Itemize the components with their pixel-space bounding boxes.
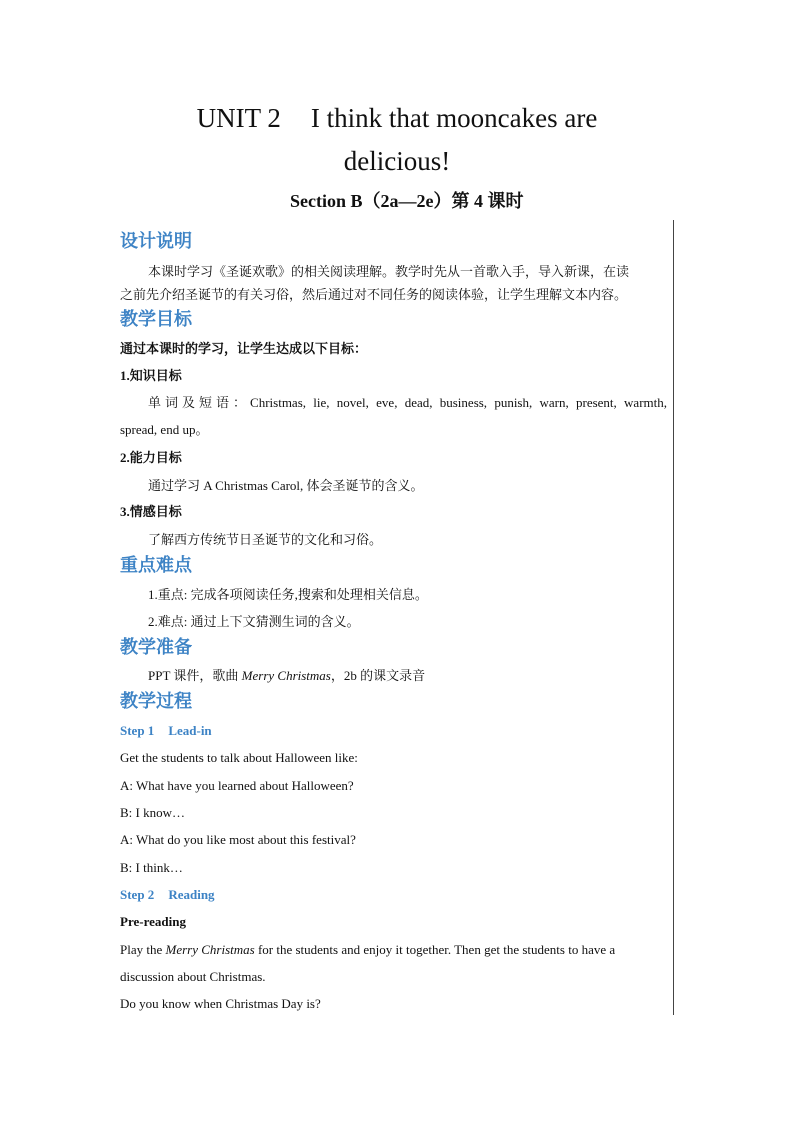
step2-label: Step 2	[120, 887, 155, 902]
design-text-line-2: 之前先介绍圣诞节的有关习俗，然后通过对不同任务的阅读体验，让学生理解文本内容。	[120, 287, 628, 302]
goals-heading: 教学目标	[120, 309, 192, 330]
prep-song: Merry Christmas	[241, 668, 331, 683]
step1-label: Step 1	[120, 723, 155, 738]
design-text-line-1: 本课时学习《圣诞欢歌》的相关阅读理解。教学时先从一首歌入手，导入新课，在读	[148, 264, 630, 279]
step1-heading	[120, 722, 212, 740]
title-text: I think that mooncakes are	[310, 103, 598, 133]
knowledge-heading: 1.知识目标	[120, 368, 182, 383]
key-point: 1.重点: 完成各项阅读任务,搜索和处理相关信息。	[148, 587, 428, 602]
title-line-1	[0, 100, 794, 136]
step2-name: Reading	[168, 887, 215, 902]
ability-heading: 2.能力目标	[120, 450, 182, 465]
dialog-line-4: B: I think…	[120, 860, 183, 875]
margin-rule	[673, 220, 674, 1015]
emotion-line: 了解西方传统节日圣诞节的文化和习俗。	[148, 532, 383, 547]
keypoints-heading: 重点难点	[120, 555, 192, 576]
prep-pre: PPT 课件，歌曲	[148, 668, 242, 683]
dialog-line-1: A: What have you learned about Halloween?	[120, 778, 354, 793]
ability-pre: 通过学习	[148, 478, 204, 493]
ability-line	[148, 477, 424, 495]
knowledge-line-2: spread, end up。	[120, 422, 209, 437]
emotion-heading: 3.情感目标	[120, 504, 182, 519]
prereading-heading: Pre-reading	[120, 914, 186, 929]
play-song: Merry Christmas	[165, 942, 255, 957]
difficult-point: 2.难点: 通过上下文猜测生词的含义。	[148, 614, 360, 629]
ability-title: A Christmas Carol,	[203, 478, 304, 493]
process-heading: 教学过程	[120, 691, 192, 712]
dialog-line-3: A: What do you like most about this festival?	[120, 832, 356, 847]
ability-post: 体会圣诞节的含义。	[303, 478, 424, 493]
step1-name: Lead-in	[168, 723, 212, 738]
title-line-2: delicious!	[343, 146, 451, 176]
prep-post: ，2b 的课文录音	[330, 668, 426, 683]
goals-intro: 通过本课时的学习，让学生达成以下目标：	[120, 341, 368, 356]
design-heading: 设计说明	[120, 231, 192, 252]
christmas-question: Do you know when Christmas Day is?	[120, 996, 321, 1011]
dialog-line-2: B: I know…	[120, 805, 185, 820]
prep-line	[148, 667, 425, 685]
play-line-2: discussion about Christmas.	[120, 969, 266, 984]
play-line-1	[120, 941, 667, 959]
play-pre: Play the	[120, 942, 166, 957]
knowledge-line-1: 单词及短语：Christmas, lie, novel, eve, dead, business, punish, warn, present, warmth,	[148, 395, 667, 410]
prep-heading: 教学准备	[120, 637, 192, 658]
unit-label: UNIT 2	[196, 103, 281, 133]
step1-intro: Get the students to talk about Halloween like:	[120, 750, 358, 765]
play-post: for the students and enjoy it together. Then get the students to have a	[254, 942, 616, 957]
lesson-subtitle: Section B（2a—2e）第 4 课时	[290, 191, 524, 211]
step2-heading	[120, 886, 215, 904]
